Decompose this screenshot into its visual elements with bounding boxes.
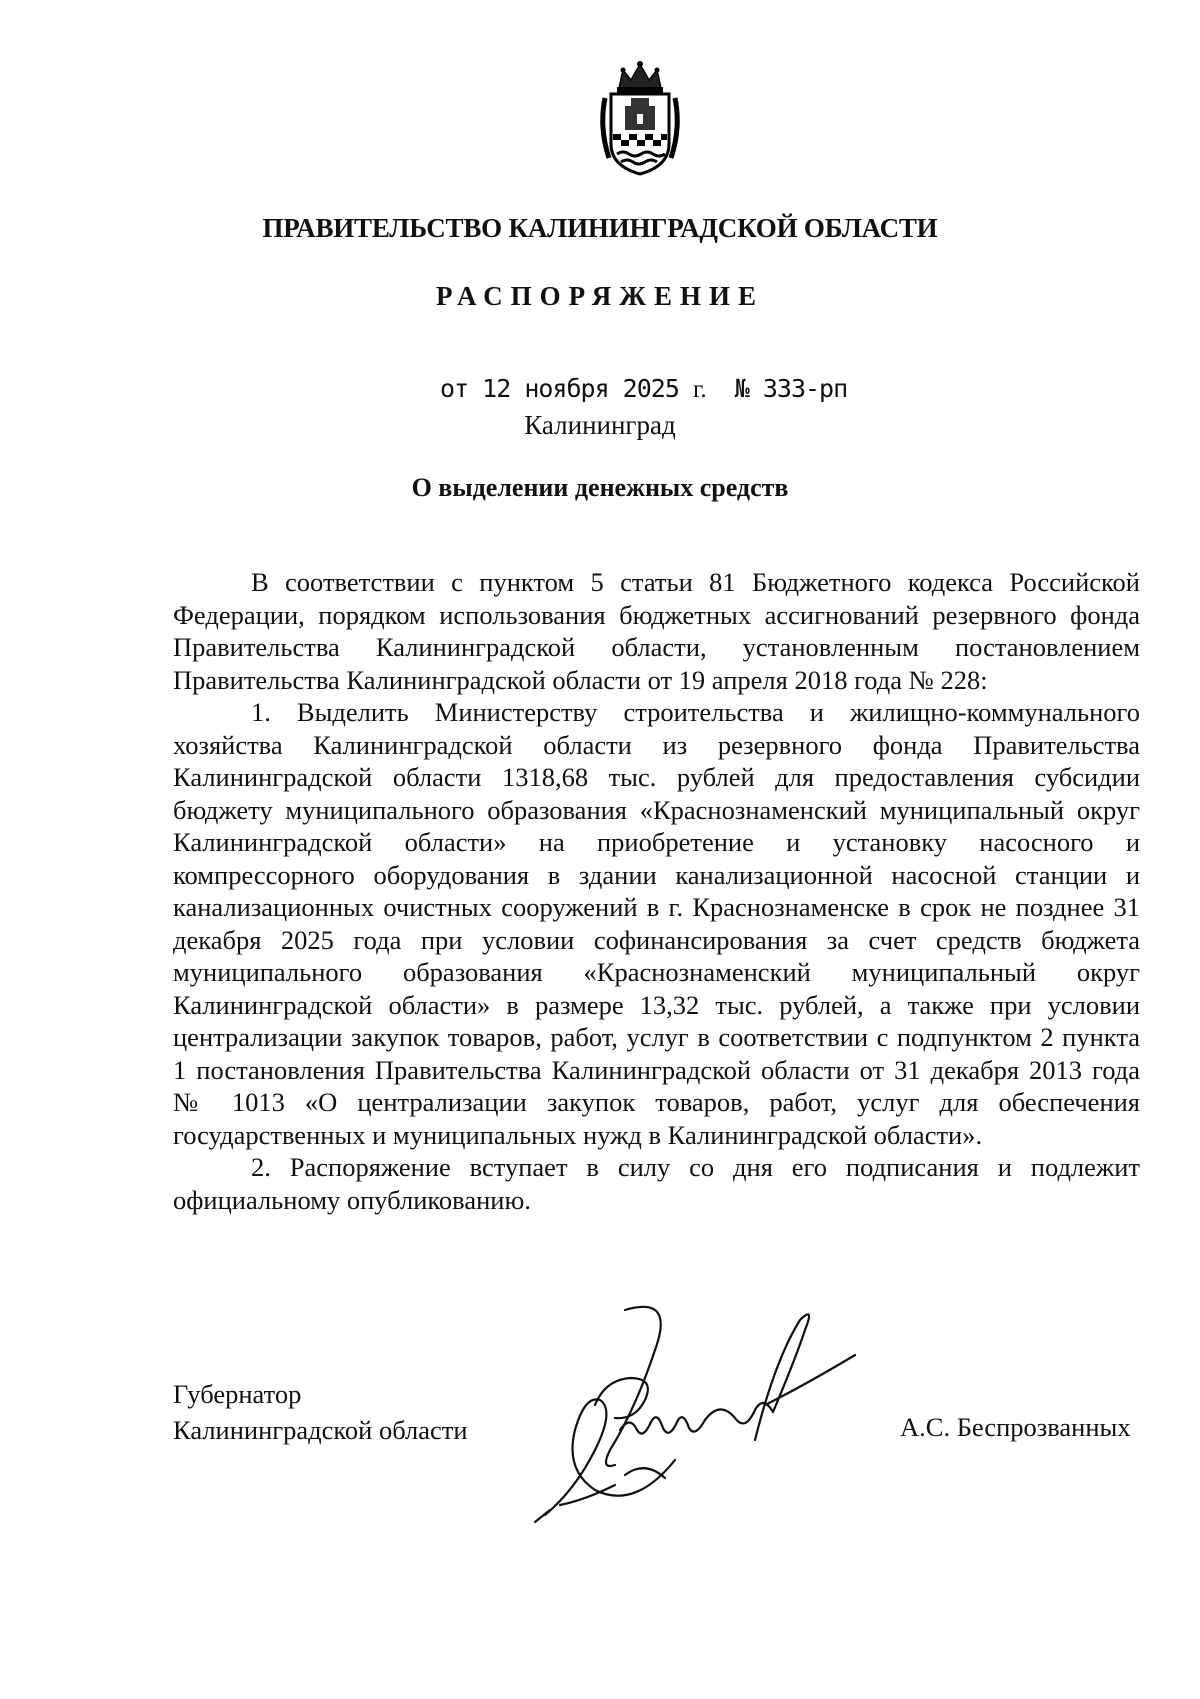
document-subject: О выделении денежных средств — [411, 473, 789, 502]
signatory-name: А.С. Беспрозванных — [900, 1412, 1131, 1442]
preamble-paragraph: В соответствии с пунктом 5 статьи 81 Бюджетного кодекса Российской Федерации, порядком использования бюджетных ассигнований резервного фонда Правительства Калининградской области, установленным постановлением Правительства Калининградской области от 19 апреля 2018 года № 228: — [173, 567, 1140, 695]
signatory-role-line-2: Калининградской области — [173, 1415, 468, 1445]
date-number-line — [440, 374, 847, 404]
year-suffix: г. — [692, 376, 707, 403]
date-prefix: от — [440, 374, 469, 403]
document-body — [173, 566, 1140, 1216]
item-2-paragraph: 2. Распоряжение вступает в силу со дня его подписания и подлежит официальному опубликованию. — [173, 1152, 1140, 1215]
signatory-role — [173, 1376, 468, 1448]
organization-title: ПРАВИТЕЛЬСТВО КАЛИНИНГРАДСКОЙ ОБЛАСТИ — [262, 213, 938, 243]
city: Калининград — [524, 410, 676, 440]
handwritten-signature-icon — [505, 1300, 885, 1530]
coat-of-arms-icon — [597, 58, 683, 178]
document-type: РАСПОРЯЖЕНИЕ — [435, 281, 765, 311]
document-date: 12 ноября 2025 — [482, 374, 679, 403]
item-1-paragraph: 1. Выделить Министерству строительства и жилищно-коммунального хозяйства Калининградской области из резервного фонда Правительства Калининградской области 1318,68 тыс. рублей для предоставления субсидии бюджету муниципального образования «Краснознаменский муниципальный округ Калининградской области» на приобретение и установку насосного и компрессорного оборудования в здании канализационной насосной станции и канализационных очистных сооружений в г. Краснознаменске в срок не позднее 31 декабря 2025 года при условии софинансирования за счет средств бюджета муниципального образования «Краснознаменский муниципальный округ Калининградской области» в размере 13,32 тыс. рублей, а также при условии централизации закупок товаров, работ, услуг в соответствии с подпунктом 2 пункта 1 постановления Правительства Калининградской области от 31 декабря 2013 года № 1013 «О централизации закупок товаров, работ, услуг для обеспечения государственных и муниципальных нужд в Калининградской области». — [173, 697, 1140, 1150]
signatory-role-line-1: Губернатор — [173, 1379, 302, 1409]
document-number: № 333-рп — [734, 374, 848, 403]
